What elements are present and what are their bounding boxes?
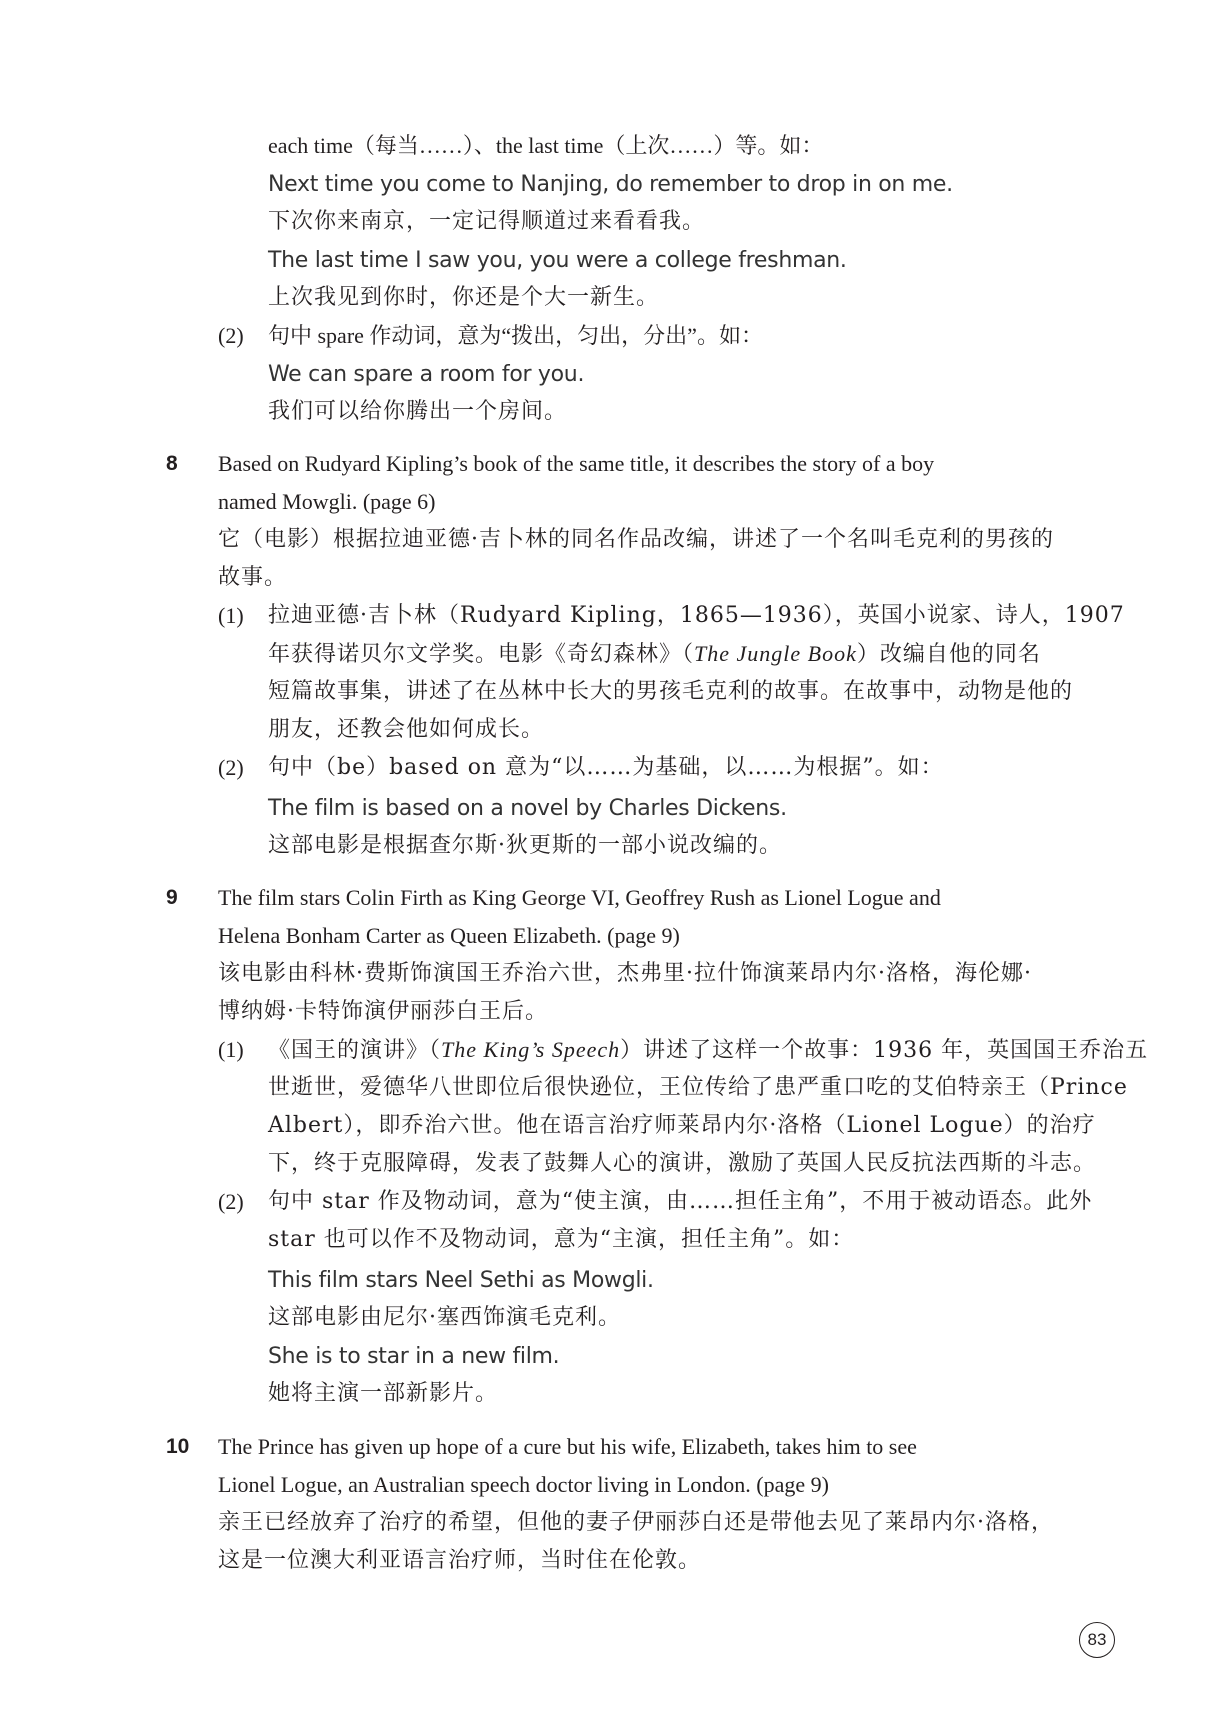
text-line [268, 639, 1041, 670]
note-translation: 亲王已经放弃了治疗的希望，但他的妻子伊丽莎白还是带他去见了莱昂内尔·洛格， [218, 1510, 1054, 1535]
note-english: The film stars Colin Firth as King George VI, Geoffrey Rush as Lionel Logue and [218, 885, 941, 910]
example-translation: 这部电影由尼尔·塞西饰演毛克利。 [268, 1305, 621, 1330]
text-line: 句中 star 作及物动词，意为“使主演，由……担任主角”，不用于被动语态。此外 [268, 1189, 1093, 1214]
text-segment: 年获得诺贝尔文学奖。电影《奇幻森林》（ [268, 642, 695, 667]
text-segment: ）改编自他的同名 [856, 642, 1041, 667]
example-translation: 下次你来南京，一定记得顺道过来看看我。 [268, 209, 706, 234]
text-line: each time（每当……）、the last time（上次……）等。如： [268, 133, 824, 158]
text-line: 朋友，还教会他如何成长。 [268, 717, 545, 742]
text-line: 世逝世，爱德华八世即位后很快逊位，王位传给了患严重口吃的艾伯特亲王（Prince [268, 1075, 1128, 1100]
sub-item-number: (1) [218, 603, 244, 628]
example-sentence: We can spare a room for you. [268, 362, 585, 387]
sub-item-number: (2) [218, 1189, 244, 1214]
note-translation: 故事。 [218, 565, 288, 590]
example-sentence: This film stars Neel Sethi as Mowgli. [268, 1268, 654, 1293]
example-translation: 这部电影是根据查尔斯·狄更斯的一部小说改编的。 [268, 833, 782, 858]
text-line: 拉迪亚德·吉卜林（Rudyard Kipling，1865—1936），英国小说家、诗人，1907 [268, 603, 1125, 628]
note-english: Helena Bonham Carter as Queen Elizabeth. (page 9) [218, 923, 680, 948]
note-number: 10 [166, 1435, 190, 1458]
example-sentence: The last time I saw you, you were a college freshman. [268, 248, 847, 273]
film-title: The Jungle Book [694, 641, 857, 666]
sub-item-number: (1) [218, 1037, 244, 1062]
note-english: Lionel Logue, an Australian speech doctor living in London. (page 9) [218, 1472, 829, 1497]
example-translation: 上次我见到你时，你还是个大一新生。 [268, 285, 660, 310]
note-translation: 博纳姆·卡特饰演伊丽莎白王后。 [218, 999, 548, 1024]
note-english: Based on Rudyard Kipling’s book of the same title, it describes the story of a boy [218, 451, 935, 476]
note-number: 8 [166, 452, 178, 475]
example-sentence: Next time you come to Nanjing, do remember to drop in on me. [268, 172, 953, 197]
note-english: The Prince has given up hope of a cure but his wife, Elizabeth, takes him to see [218, 1434, 917, 1459]
text-segment: ）讲述了这样一个故事：1936 年，英国国王乔治五 [620, 1038, 1149, 1063]
text-line: Albert），即乔治六世。他在语言治疗师莱昂内尔·洛格（Lionel Logue）的治疗 [268, 1113, 1096, 1138]
page-number: 83 [1079, 1622, 1115, 1658]
example-translation: 我们可以给你腾出一个房间。 [268, 399, 568, 424]
text-segment: 《国王的演讲》（ [268, 1038, 442, 1063]
sub-item-number: (2) [218, 323, 244, 348]
film-title: The King’s Speech [441, 1037, 621, 1062]
note-translation: 这是一位澳大利亚语言治疗师，当时住在伦敦。 [218, 1548, 702, 1573]
example-sentence: She is to star in a new film. [268, 1344, 560, 1369]
text-line: 句中 spare 作动词，意为“拨出，匀出，分出”。如： [268, 323, 763, 348]
note-number: 9 [166, 886, 178, 909]
note-english: named Mowgli. (page 6) [218, 489, 436, 514]
text-line: 下，终于克服障碍，发表了鼓舞人心的演讲，激励了英国人民反抗法西斯的斗志。 [268, 1151, 1097, 1176]
text-line: 短篇故事集，讲述了在丛林中长大的男孩毛克利的故事。在故事中，动物是他的 [268, 679, 1074, 704]
example-translation: 她将主演一部新影片。 [268, 1381, 499, 1406]
text-line: star 也可以作不及物动词，意为“主演，担任主角”。如： [268, 1227, 855, 1252]
sub-item-number: (2) [218, 755, 244, 780]
note-translation: 该电影由科林·费斯饰演国王乔治六世，杰弗里·拉什饰演莱昂内尔·洛格，海伦娜· [218, 961, 1032, 986]
example-sentence: The film is based on a novel by Charles Dickens. [268, 796, 787, 821]
text-line: 句中（be）based on 意为“以……为基础，以……为根据”。如： [268, 755, 944, 780]
text-line [268, 1035, 1148, 1066]
note-translation: 它（电影）根据拉迪亚德·吉卜林的同名作品改编，讲述了一个名叫毛克利的男孩的 [218, 527, 1054, 552]
